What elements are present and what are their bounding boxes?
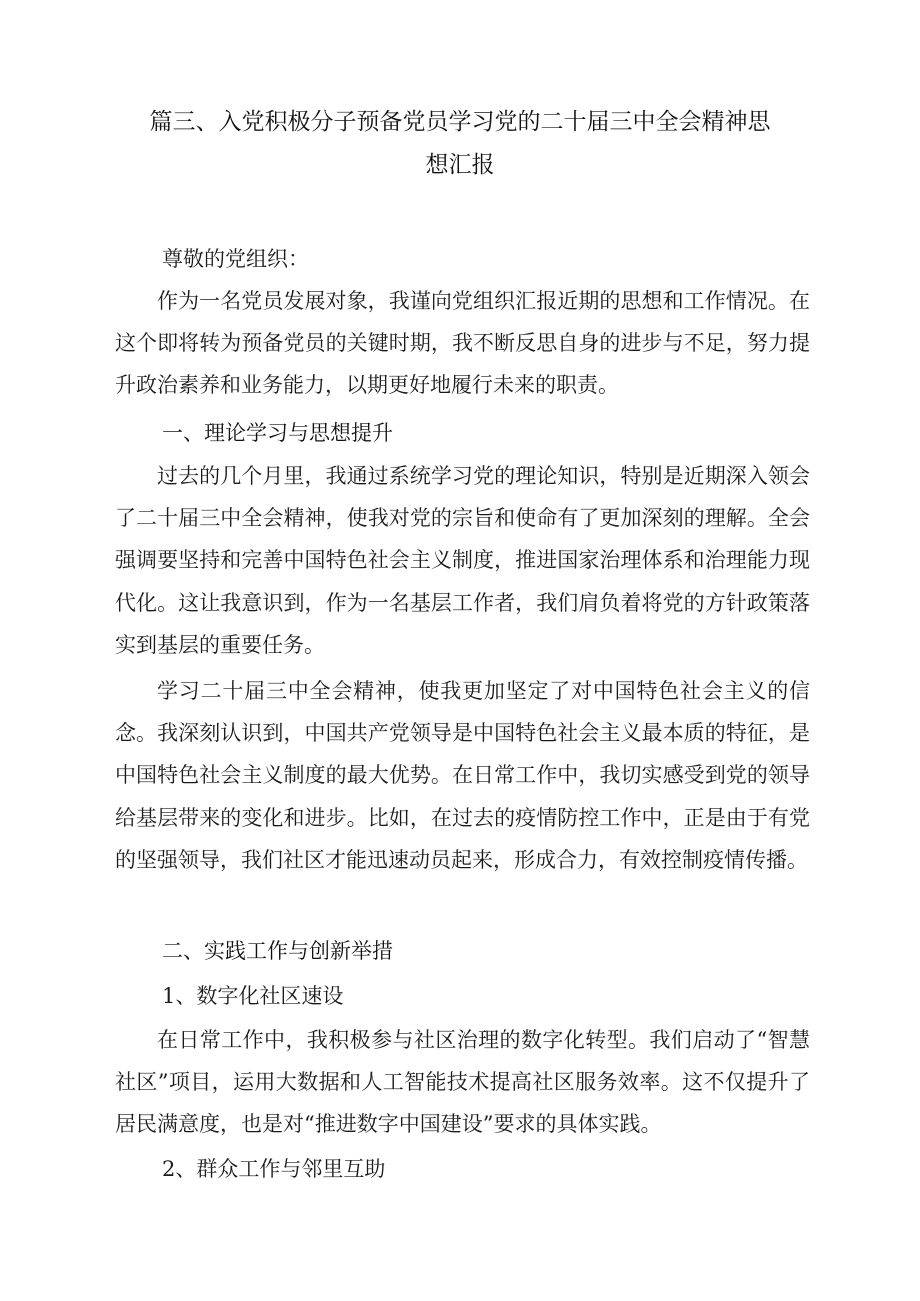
section-1-paragraph-2: 学习二十届三中全会精神，使我更加坚定了对中国特色社会主义的信念。我深刻认识到，中国共产党领导是中国特色社会主义最本质的特征，是中国特色社会主义制度的最大优势。在日常工作中，我切实感受到党的领导给基层带来的变化和进步。比如，在过去的疫情防控工作中，正是由于有党的坚强领导，我们社区才能迅速动员起来，形成合力，有效控制疫情传播。 (115, 679, 810, 872)
section-2-subheading-2: 2、群众工作与邻里互助 (162, 1157, 386, 1181)
section-1-block-2 (115, 670, 810, 881)
section-2-paragraph-1: 在日常工作中，我积极参与社区治理的数字化转型。我们启动了“智慧社区”项目，运用大数据和人工智能技术提高社区服务效率。这不仅提升了居民满意度，也是对“推进数字中国建设”要求的具体实践。 (115, 1028, 810, 1137)
section-1-block-1 (115, 455, 810, 666)
document-title-line-2: 想汇报 (425, 152, 495, 178)
document-title-line-1: 篇三、入党积极分子预备党员学习党的二十届三中全会精神思 (149, 109, 771, 135)
section-2-subheading-1: 1、数字化社区速设 (162, 984, 344, 1008)
intro-paragraph: 作为一名党员发展对象，我谨向党组织汇报近期的思想和工作情况。在这个即将转为预备党员的关键时期，我不断反思自身的进步与不足，努力提升政治素养和业务能力，以期更好地履行未来的职责。 (115, 289, 810, 398)
section-1-heading: 一、理论学习与思想提升 (162, 421, 393, 445)
section-1-paragraph-1: 过去的几个月里，我通过系统学习党的理论知识，特别是近期深入领会了二十届三中全会精神，使我对党的宗旨和使命有了更加深刻的理解。全会强调要坚持和完善中国特色社会主义制度，推进国家治理体系和治理能力现代化。这让我意识到，作为一名基层工作者，我们肩负着将党的方针政策落实到基层的重要任务。 (115, 464, 810, 657)
salutation: 尊敬的党组织： (162, 247, 309, 271)
section-2-heading: 二、实践工作与创新举措 (162, 939, 393, 963)
intro-block (115, 280, 810, 407)
section-2-block-1 (115, 1019, 810, 1146)
